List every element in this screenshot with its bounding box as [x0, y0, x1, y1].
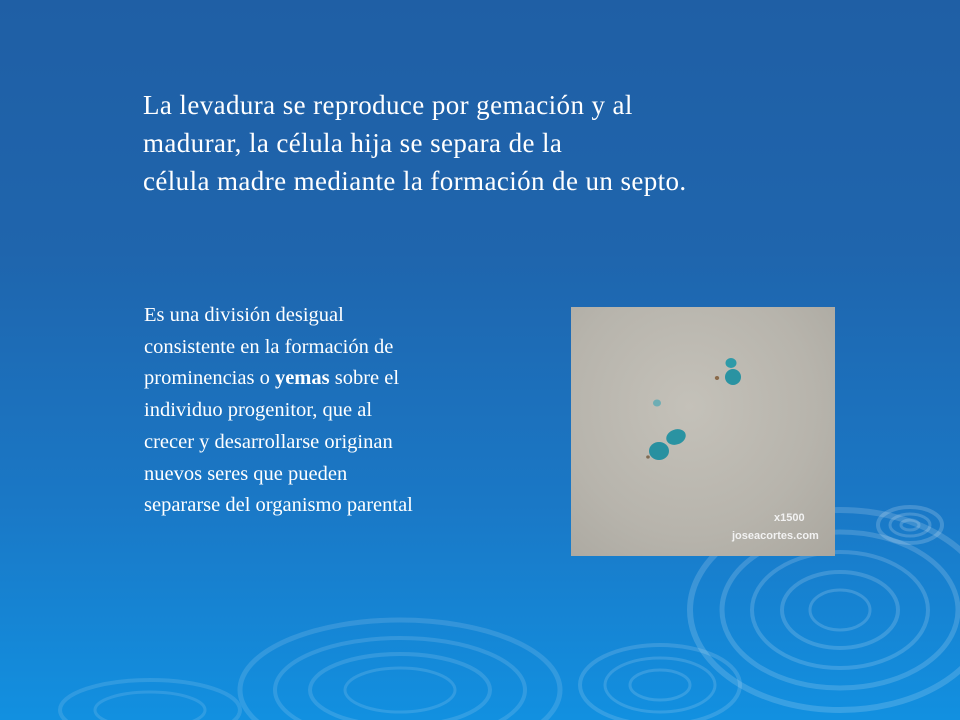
magnification-label: x1500: [774, 512, 805, 524]
yeast-micrograph: [571, 307, 835, 556]
paragraph-line: crecer y desarrollarse originan: [144, 430, 393, 453]
yeast-bud: [664, 427, 688, 448]
description-paragraph: [144, 300, 524, 522]
image-credit: joseacortes.com: [732, 530, 819, 542]
slide-title: [143, 86, 843, 200]
title-line: madurar, la célula hija se separa de la: [143, 128, 563, 158]
yeast-cell: [725, 369, 741, 385]
paragraph-line: Es una división desigual: [144, 304, 344, 326]
paragraph-line: separarse del organismo parental: [144, 494, 413, 517]
yeast-cell: [649, 442, 669, 460]
paragraph-line: [144, 363, 524, 395]
debris-dot: [646, 455, 650, 458]
debris-dot: [715, 376, 719, 380]
yeast-cell-faint: [653, 400, 661, 407]
yeast-bud: [726, 358, 737, 368]
highlighted-term-yemas: yemas: [274, 367, 330, 390]
paragraph-line: nuevos seres que pueden: [144, 462, 348, 485]
paragraph-text: sobre el: [329, 367, 400, 390]
paragraph-line: individuo progenitor, que al: [144, 399, 373, 422]
paragraph-line: consistente en la formación de: [144, 335, 394, 358]
title-line: La levadura se reproduce por gemación y al: [143, 90, 633, 120]
paragraph-text: prominencias o: [144, 367, 275, 390]
title-line: célula madre mediante la formación de un septo.: [143, 166, 687, 196]
